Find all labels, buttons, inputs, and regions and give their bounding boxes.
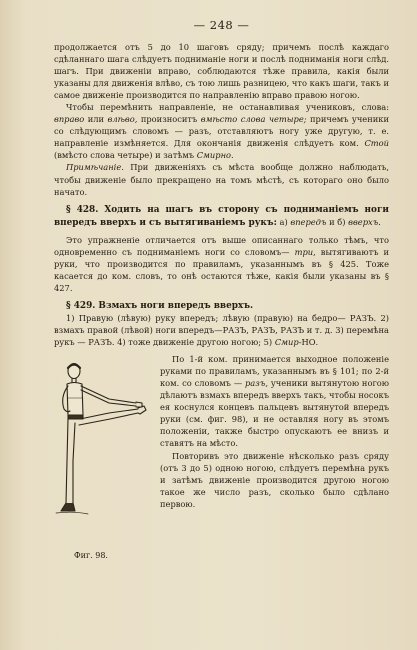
para-4-italic-three: три, [294,246,316,257]
figure-98 [54,353,154,567]
figure-caption: Фиг. 98. [74,551,108,561]
section-428-mid: и б) [329,216,346,227]
section-428-option-a-prefix: а) [279,216,288,227]
para-5-text: 1) Правую (лѣвую) руку впередъ; лѣвую (правую) на бедро— РАЗЪ. 2) взмахъ правой (лѣвой) ноги впередъ—РАЗЪ, РАЗЪ, РАЗЪ и т. д. 3) перемѣна рукъ — РАЗЪ. 4) тоже движеніе другою ногою; 5) [54,312,389,348]
section-428-heading: § 428. Ходить на шагъ въ сторону съ подниманіемъ ноги впередъ вверхъ и съ вытягиваніемъ рукъ: [54,204,389,228]
para-6-italic-once: разъ, [245,378,268,389]
para-2-italic-left: влѣво, [107,114,138,125]
para-2-italic-attention: Смирно. [196,150,234,161]
page-number: — 248 — [193,18,250,32]
paragraph-1: продолжается отъ 5 до 10 шаговъ сряду; причемъ послѣ каждаго сдѣланнаго шага слѣдуетъ подниманіе ноги и послѣ подниманія ноги слѣд. шагъ. При движеніи вправо, соблюдаются тѣже правила, какія были указаны для движенія влѣво, съ тою лишь разницею, что какъ шаги, такъ и самое движеніе производится по направленію вправо правою ногою. [54,42,389,101]
paragraph-5 [54,312,389,348]
section-428-option-b: вверхъ. [348,216,381,227]
section-429-heading: § 429. Взмахъ ноги впередъ вверхъ. [66,300,254,311]
paragraph-7: Повторивъ это движеніе нѣсколько разъ сряду (отъ 3 до 5) одною ногою, слѣдуетъ перемѣна рукъ и затѣмъ движеніе производится другою ногою такое же число разъ, сколько было сдѣлано первою. [160,450,389,509]
para-4-text: Это упражненіе отличается отъ выше описаннаго только тѣмъ, что одновременно съ подниманіемъ ноги со словомъ— [54,234,389,257]
gymnast-illustration [54,353,154,548]
para-2-text: причемъ ученики со слѣдующимъ словомъ — разъ, отставляютъ ногу уже другую, т. е. направленіе измѣняется. Для окончанія движенія слѣдуетъ ком. [54,114,389,149]
para-5-tail: -НО. [298,337,319,348]
paragraph-4 [54,234,389,294]
paragraph-note [54,161,389,197]
para-2-italic-instead: вмѣсто слова четыре; [200,114,307,125]
para-4-text: вытягиваютъ и руки, что производится по правиламъ, указаннымъ въ § 425. Тоже касается до ком. словъ, то онѣ остаются тѣже, какія были указаны въ § 427. [54,246,390,293]
figure-block [54,353,389,567]
para-2-text: произноситъ [140,114,198,125]
paragraph-2 [54,101,389,161]
para-6-text: ученики вытянутою ногою дѣлаютъ взмахъ впередъ вверхъ такъ, чтобы носокъ ея коснулся концевъ пальцевъ вытянутой впередъ руки (см. фиг. 98), и не оставляя ногу въ этомъ положеніи, также быстро опускаютъ ее внизъ и ставятъ на мѣсто. [160,378,390,449]
section-428-option-a: впередъ [290,216,327,227]
para-2-text: или [87,114,105,125]
para-2-italic-right: вправо [54,114,85,125]
para-2-italic-stop: Стой [364,138,389,149]
section-429 [54,299,389,312]
para-2-text: Чтобы перемѣнить направленіе, не останавливая учениковъ, слова: [66,102,389,113]
section-428 [54,203,389,229]
note-label: Примѣчаніе. [66,162,124,173]
para-6-text: По 1-й ком. принимается выходное положеніе руками по правиламъ, указаннымъ въ § 101; по 2-й ком. со словомъ — [160,354,389,389]
para-5-italic: Смир [274,337,299,348]
para-2-text: (вмѣсто слова четыре) и затѣмъ [54,150,195,161]
note-text: При движеніяхъ съ мѣста вообще должно наблюдать, чтобы движеніе было прекращено на томъ мѣстѣ, съ котораго оно было начато. [54,162,389,197]
